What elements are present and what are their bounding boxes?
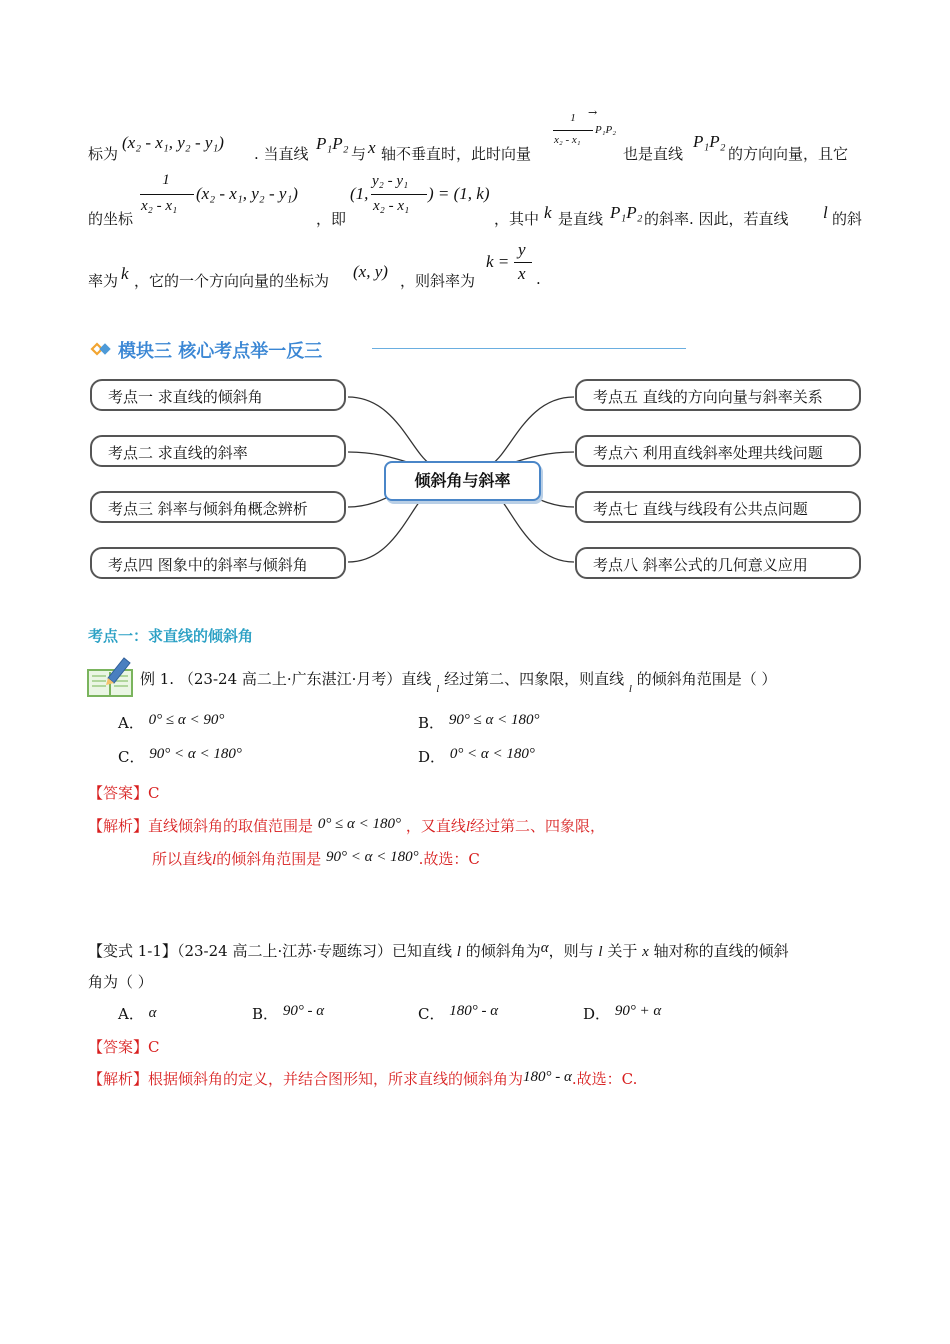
intro-text: . bbox=[536, 270, 541, 288]
mindmap-node-4[interactable]: 考点四 图象中的斜率与倾斜角 bbox=[90, 547, 346, 579]
option-expression: 90° < α < 180° bbox=[149, 746, 242, 762]
alpha-variable: α bbox=[540, 940, 549, 956]
direction-coordinates: (x, y) bbox=[353, 262, 388, 281]
segment-p1p2: P₁P₂ bbox=[610, 203, 643, 222]
variant-option-b[interactable] bbox=[252, 1003, 324, 1024]
module-header bbox=[90, 336, 690, 362]
analysis-label: 【解析】 bbox=[88, 1070, 149, 1088]
book-pencil-icon bbox=[86, 654, 138, 698]
analysis-text: .故选：C bbox=[418, 850, 480, 868]
coordinate-open: (1, bbox=[350, 184, 369, 203]
variant-option-a[interactable] bbox=[118, 1003, 157, 1024]
intro-text: ，其中 bbox=[494, 210, 540, 228]
slope-equation: k = bbox=[486, 252, 510, 271]
fraction-bar bbox=[553, 130, 593, 131]
segment-p1p2: P₁P₂ bbox=[595, 124, 617, 136]
variant-question bbox=[88, 940, 789, 961]
mindmap-center[interactable]: 倾斜角与斜率 bbox=[384, 461, 541, 501]
example-label: 例 1. bbox=[140, 670, 175, 688]
slope-denominator: x₂ - x₁ bbox=[373, 198, 410, 214]
fraction-bar bbox=[140, 194, 194, 195]
analysis-line-2 bbox=[152, 848, 480, 869]
option-expression: 90° ≤ α < 180° bbox=[448, 712, 540, 728]
intro-text: 标为 bbox=[88, 145, 119, 163]
mindmap-node-6[interactable]: 考点六 利用直线斜率处理共线问题 bbox=[575, 435, 861, 467]
answer-value: C bbox=[148, 784, 160, 802]
intro-text: 率为 bbox=[88, 272, 119, 290]
l-variable: l bbox=[628, 683, 632, 695]
vector-coordinates: (x₂ - x₁, y₂ - y₁) bbox=[196, 184, 298, 203]
mindmap-node-3[interactable]: 考点三 斜率与倾斜角概念辨析 bbox=[90, 491, 346, 523]
variant-option-c[interactable] bbox=[418, 1003, 498, 1024]
module-divider bbox=[372, 348, 686, 349]
l-variable: l bbox=[436, 683, 440, 695]
vector-arrow: → bbox=[588, 106, 598, 119]
option-expression: 180° - α bbox=[449, 1003, 499, 1019]
example-source: （23-24 高二上·广东湛江·月考）直线 bbox=[178, 670, 432, 688]
analysis-text: 的倾斜角范围是 bbox=[216, 850, 322, 868]
fraction-numerator: 1 bbox=[162, 172, 170, 188]
mindmap-node-7[interactable]: 考点七 直线与线段有公共点问题 bbox=[575, 491, 861, 523]
answer-value: C bbox=[148, 1038, 160, 1056]
option-expression: 0° < α < 180° bbox=[449, 746, 535, 762]
intro-text: 轴不垂直时，此时向量 bbox=[381, 145, 532, 163]
variant-label: 【变式 1-1】 bbox=[88, 942, 177, 960]
variant-text: 关于 bbox=[607, 942, 638, 960]
fraction-denominator: x₂ - x₁ bbox=[141, 198, 178, 214]
fraction-bar bbox=[371, 194, 427, 195]
option-c[interactable] bbox=[118, 746, 242, 767]
mindmap-node-1[interactable]: 考点一 求直线的倾斜角 bbox=[90, 379, 346, 411]
segment-p1p2: P₁P₂ bbox=[693, 132, 726, 151]
l-variable: l bbox=[465, 819, 471, 835]
k-variable: k bbox=[544, 203, 552, 222]
option-b[interactable] bbox=[418, 712, 540, 733]
mindmap-node-8[interactable]: 考点八 斜率公式的几何意义应用 bbox=[575, 547, 861, 579]
option-key: A． bbox=[118, 1005, 144, 1023]
intro-text: ，则斜率为 bbox=[400, 272, 476, 290]
option-key: A． bbox=[118, 714, 144, 732]
k-variable: k bbox=[121, 264, 129, 283]
analysis-math: 0° ≤ α < 180° bbox=[317, 816, 402, 832]
example-text: 的倾斜角范围是（ ） bbox=[636, 670, 777, 688]
option-key: D． bbox=[418, 748, 446, 766]
segment-p1p2: P₁P₂ bbox=[316, 134, 349, 153]
variant-text: ，则与 bbox=[548, 942, 594, 960]
l-variable: l bbox=[598, 944, 603, 960]
analysis-math: 180° - α bbox=[523, 1069, 572, 1085]
analysis-text: 根据倾斜角的定义，并结合图形知，所求直线的倾斜角为 bbox=[148, 1070, 524, 1088]
answer-label: 【答案】 bbox=[88, 1038, 149, 1056]
option-d[interactable] bbox=[418, 746, 535, 767]
slope-denominator: x bbox=[518, 264, 526, 283]
intro-text: 的斜 bbox=[832, 210, 863, 228]
l-variable: l bbox=[456, 944, 461, 960]
intro-text: 与 bbox=[351, 145, 367, 163]
variant-question-line-2: 角为（ ） bbox=[88, 973, 153, 991]
analysis-text: .故选：C. bbox=[571, 1070, 638, 1088]
variant-option-d[interactable] bbox=[583, 1003, 661, 1024]
double-diamond-icon bbox=[90, 340, 114, 358]
intro-text: 也是直线 bbox=[623, 145, 684, 163]
mindmap-node-5[interactable]: 考点五 直线的方向向量与斜率关系 bbox=[575, 379, 861, 411]
slope-numerator: y₂ - y₁ bbox=[372, 173, 409, 189]
variant-answer-line bbox=[88, 1036, 160, 1057]
option-key: B． bbox=[252, 1005, 279, 1023]
option-key: C． bbox=[418, 1005, 445, 1023]
x-variable: x bbox=[642, 944, 649, 960]
analysis-text: 经过第二、四象限， bbox=[470, 817, 606, 835]
variant-analysis-line bbox=[88, 1068, 637, 1089]
mindmap-node-2[interactable]: 考点二 求直线的斜率 bbox=[90, 435, 346, 467]
fraction-denominator: x₂ - x₁ bbox=[554, 134, 581, 146]
answer-line bbox=[88, 782, 160, 803]
l-variable: l bbox=[212, 852, 217, 868]
intro-text: 是直线 bbox=[558, 210, 604, 228]
l-variable: l bbox=[823, 203, 828, 222]
option-expression: 90° + α bbox=[614, 1003, 662, 1019]
option-key: D． bbox=[583, 1005, 611, 1023]
intro-text: 的方向向量，且它 bbox=[728, 145, 849, 163]
analysis-line-1 bbox=[88, 815, 605, 836]
fraction-bar bbox=[514, 262, 532, 263]
x-variable: x bbox=[368, 138, 376, 157]
vector-coordinates: (x₂ - x₁, y₂ - y₁) bbox=[122, 133, 224, 152]
option-key: C． bbox=[118, 748, 145, 766]
analysis-math: 90° < α < 180° bbox=[325, 849, 419, 865]
example-text: 经过第二、四象限，则直线 bbox=[444, 670, 625, 688]
option-expression: 0° ≤ α < 90° bbox=[148, 712, 225, 728]
variant-text: （23-24 高二上·江苏·专题练习）已知直线 bbox=[176, 942, 452, 960]
analysis-label: 【解析】 bbox=[88, 817, 149, 835]
section-heading: 考点一：求直线的倾斜角 bbox=[88, 627, 254, 645]
intro-text: 的坐标 bbox=[88, 210, 134, 228]
option-expression: α bbox=[148, 1005, 157, 1021]
intro-text: ，即 bbox=[316, 210, 347, 228]
analysis-text: 直线倾斜角的取值范围是 bbox=[148, 817, 314, 835]
intro-text: 的斜率. 因此，若直线 bbox=[644, 210, 789, 228]
intro-text: ，它的一个方向向量的坐标为 bbox=[134, 272, 330, 290]
analysis-text: ，又直线 bbox=[405, 817, 466, 835]
variant-text: 轴对称的直线的倾斜 bbox=[653, 942, 789, 960]
example-question bbox=[140, 668, 777, 695]
coordinate-close: ) = (1, k) bbox=[428, 184, 490, 203]
module-title: 模块三 核心考点举一反三 bbox=[118, 341, 323, 362]
option-expression: 90° - α bbox=[282, 1003, 325, 1019]
variant-text: 的倾斜角为 bbox=[465, 942, 541, 960]
intro-text: . 当直线 bbox=[254, 145, 309, 163]
analysis-text: 所以直线 bbox=[152, 850, 213, 868]
option-key: B． bbox=[418, 714, 445, 732]
option-a[interactable] bbox=[118, 712, 224, 733]
fraction-numerator: 1 bbox=[570, 112, 576, 124]
answer-label: 【答案】 bbox=[88, 784, 149, 802]
slope-numerator: y bbox=[518, 240, 526, 259]
